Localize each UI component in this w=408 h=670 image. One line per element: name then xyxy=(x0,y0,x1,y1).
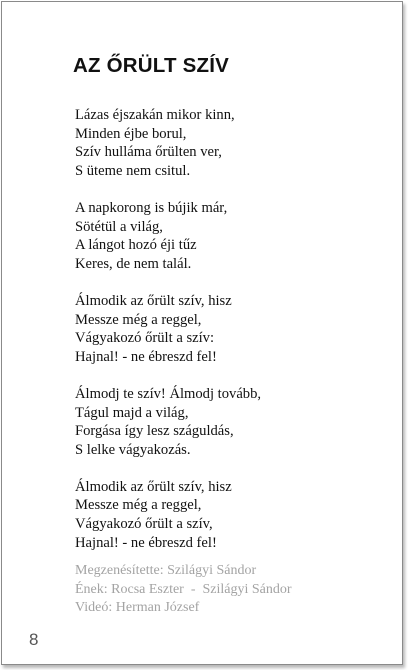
credit-singers: Ének: Rocsa Eszter - Szilágyi Sándor xyxy=(75,581,292,597)
poem-line: Álmodj te szív! Álmodj tovább, xyxy=(75,385,262,402)
stanza-5 xyxy=(75,478,261,552)
page-frame xyxy=(1,1,403,665)
poem-line: Forgása így lesz száguldás, xyxy=(75,423,234,440)
poem-line: Álmodik az őrült szív, hisz xyxy=(75,478,232,495)
poem-line: Tágul majd a világ, xyxy=(75,404,189,421)
poem-line: Hajnal! - ne ébreszd fel! xyxy=(75,348,217,365)
poem-body xyxy=(75,106,261,571)
stanza-3 xyxy=(75,292,261,366)
credits xyxy=(75,562,292,618)
poem-line: Vágyakozó őrült a szív, xyxy=(75,516,213,533)
poem-line: A napkorong is bújik már, xyxy=(75,199,228,216)
page-number: 8 xyxy=(29,630,39,649)
poem-line: Hajnal! - ne ébreszd fel! xyxy=(75,534,217,551)
poem-line: Álmodik az őrült szív, hisz xyxy=(75,292,232,309)
poem-line: Vágyakozó őrült a szív: xyxy=(75,330,215,347)
credit-video: Videó: Herman József xyxy=(75,600,200,615)
poem-line: Lázas éjszakán mikor kinn, xyxy=(75,107,235,123)
stanza-1 xyxy=(75,106,261,180)
poem-line: Sötétül a világ, xyxy=(75,218,163,235)
stanza-2 xyxy=(75,199,261,273)
poem-line: Szív hulláma őrülten ver, xyxy=(75,144,222,161)
credit-composer: Megzenésítette: Szilágyi Sándor xyxy=(75,563,257,578)
poem-line: Messze még a reggel, xyxy=(75,497,202,514)
poem-line: A lángot hozó éji tűz xyxy=(75,237,197,254)
poem-line: S lelke vágyakozás. xyxy=(75,441,191,458)
stanza-4 xyxy=(75,385,261,459)
poem-line: S üteme nem csitul. xyxy=(75,162,191,179)
poem-line: Keres, de nem talál. xyxy=(75,255,192,272)
poem-line: Minden éjbe borul, xyxy=(75,125,187,142)
poem-title: AZ ŐRÜLT SZÍV xyxy=(73,54,229,77)
poem-line: Messze még a reggel, xyxy=(75,311,202,328)
